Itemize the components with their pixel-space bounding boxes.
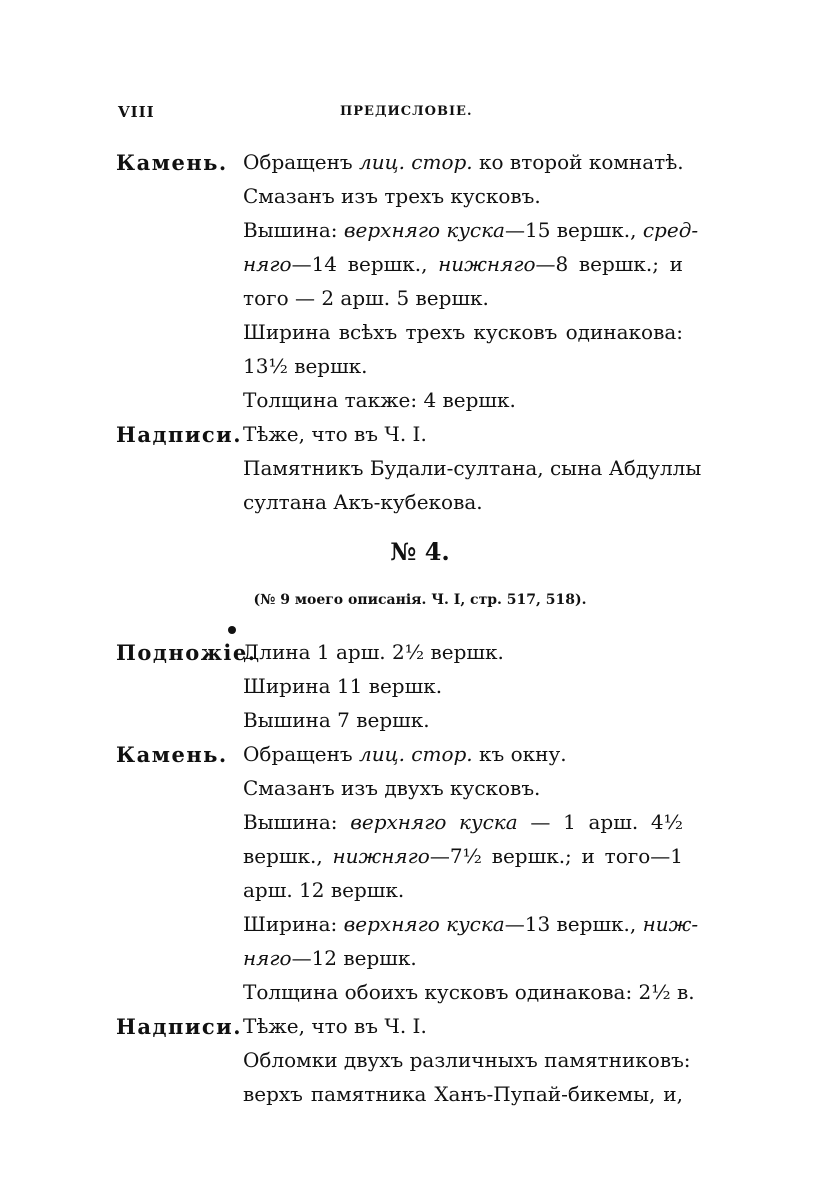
section-number: № 4. [390,537,450,566]
text-line: Длина 1 арш. 2½ вершк. [243,640,504,664]
text-line: Обломки двухъ различныхъ памятниковъ: [243,1048,691,1072]
label-kamen: Камень. [116,742,228,767]
section-1 [0,150,840,524]
text-line: Ширина: верхняго куска—13 вершк., ниж- [243,912,699,936]
text-line: Обращенъ лиц. стор. къ окну. [243,742,567,766]
text-line: султана Акъ-кубекова. [243,490,483,514]
label-kamen: Камень. [116,150,228,175]
section-reference: (№ 9 моего описанія. Ч. I, стр. 517, 518). [253,592,587,608]
text-line: Тѣже, что въ Ч. I. [243,422,427,446]
text-line: Памятникъ Будали-султана, сына Абдуллы [243,456,702,480]
running-title: ПРЕДИСЛОВІЕ. [340,104,473,119]
label-nadpisi: Надписи. [116,422,243,447]
label-podnozhie: Подножіе. [116,640,257,665]
text-line: няго—14 вершк., нижняго—8 вершк.; и [243,252,684,276]
text-line: Толщина обоихъ кусковъ одинакова: 2½ в. [243,980,695,1004]
text-line: того — 2 арш. 5 вершк. [243,286,489,310]
text-line: арш. 12 вершк. [243,878,405,902]
label-nadpisi: Надписи. [116,1014,243,1039]
text-line: Вышина: верхняго куска — 1 арш. 4½ [243,810,683,834]
text-line: вершк., нижняго—7½ вершк.; и того—1 [243,844,683,868]
text-line: Ширина 11 вершк. [243,674,443,698]
text-line: Обращенъ лиц. стор. ко второй комнатѣ. [243,150,684,174]
text-line: Вышина 7 вершк. [243,708,430,732]
text-line: няго—12 вершк. [243,946,417,970]
text-line: Смазанъ изъ двухъ кусковъ. [243,776,541,800]
page-number: VIII [118,103,155,121]
text-line: Ширина всѣхъ трехъ кусковъ одинакова: [243,320,683,344]
text-line: верхъ памятника Ханъ-Пупай-бикемы, и, [243,1082,683,1106]
text-line: Вышина: верхняго куска—15 вершк., сред- [243,218,699,242]
section-2 [0,640,840,1116]
text-line: 13½ вершк. [243,354,368,378]
text-line: Толщина также: 4 вершк. [243,388,516,412]
ink-dot [228,626,236,634]
text-line: Тѣже, что въ Ч. I. [243,1014,427,1038]
text-line: Смазанъ изъ трехъ кусковъ. [243,184,541,208]
